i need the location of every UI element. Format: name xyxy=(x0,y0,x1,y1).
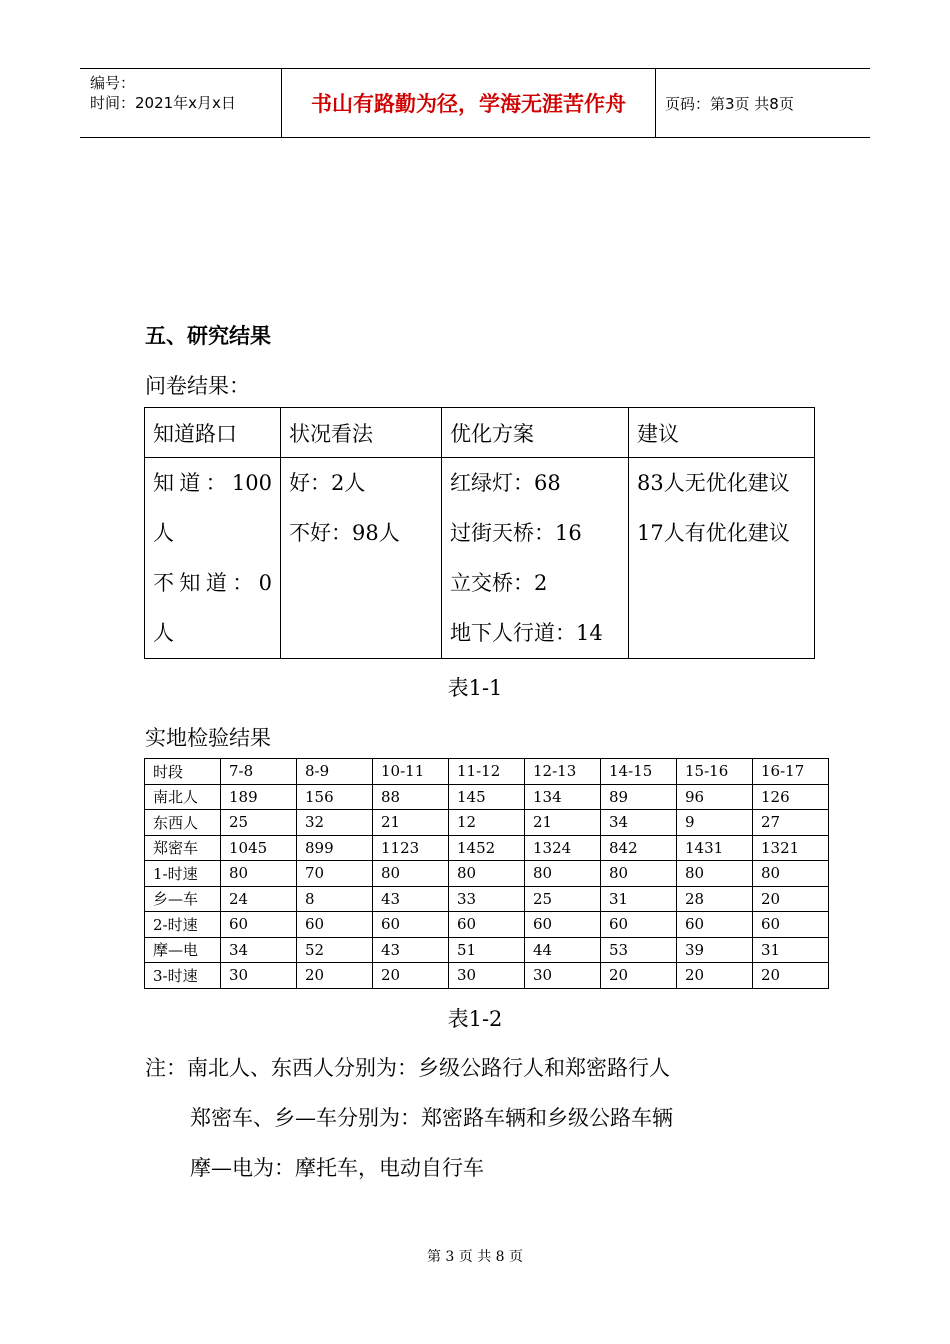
table-cell: 1324 xyxy=(525,835,601,861)
table-cell: 60 xyxy=(449,912,525,938)
char: 道 xyxy=(179,471,201,495)
table-cell: 60 xyxy=(297,912,373,938)
header-motto: 书山有路勤为径，学海无涯苦作舟 xyxy=(281,69,656,137)
note-line-2: 郑密车、乡—车分别为：郑密路车辆和乡级公路车辆 xyxy=(190,1106,673,1130)
table-cell: 89 xyxy=(601,784,677,810)
table-cell: 39 xyxy=(677,937,753,963)
char: 100 xyxy=(231,471,272,495)
table1-cell-suggestion xyxy=(629,458,815,659)
table-cell: 12 xyxy=(449,810,525,836)
table-cell: 51 xyxy=(449,937,525,963)
table-cell: 28 xyxy=(677,886,753,912)
know-line-2: 人 xyxy=(153,521,174,545)
table-cell: 43 xyxy=(373,886,449,912)
char: 知 xyxy=(179,571,201,595)
table-cell: 80 xyxy=(601,861,677,887)
table-cell: 1045 xyxy=(221,835,297,861)
table-cell: 60 xyxy=(601,912,677,938)
plan-line: 红绿灯：68 xyxy=(450,471,561,495)
table-cell: 12-13 xyxy=(525,759,601,785)
table-cell: 20 xyxy=(601,963,677,989)
table-row xyxy=(145,759,829,785)
plan-line: 立交桥：2 xyxy=(450,571,548,595)
table-cell: 15-16 xyxy=(677,759,753,785)
table-cell: 145 xyxy=(449,784,525,810)
opinion-line: 好：2人 xyxy=(289,471,366,495)
page-footer: 第 3 页 共 8 页 xyxy=(426,1249,524,1265)
survey-label: 问卷结果： xyxy=(145,374,250,398)
table1-header: 状况看法 xyxy=(281,408,442,458)
table-cell: 8-9 xyxy=(297,759,373,785)
table-row xyxy=(145,886,829,912)
table-cell: 20 xyxy=(373,963,449,989)
table-cell: 30 xyxy=(449,963,525,989)
table-cell: 1431 xyxy=(677,835,753,861)
table-cell: 7-8 xyxy=(221,759,297,785)
table1-header: 知道路口 xyxy=(145,408,281,458)
table-cell: 44 xyxy=(525,937,601,963)
table-cell: 时段 xyxy=(145,759,221,785)
table-cell: 25 xyxy=(525,886,601,912)
table-cell: 20 xyxy=(297,963,373,989)
table-cell: 20 xyxy=(753,963,829,989)
table-cell: 80 xyxy=(525,861,601,887)
table-cell: 2-时速 xyxy=(145,912,221,938)
table-row xyxy=(145,963,829,989)
table-cell: 80 xyxy=(221,861,297,887)
table-cell: 郑密车 xyxy=(145,835,221,861)
table-cell: 88 xyxy=(373,784,449,810)
table-cell: 70 xyxy=(297,861,373,887)
table-cell: 3-时速 xyxy=(145,963,221,989)
table-cell: 156 xyxy=(297,784,373,810)
table-cell: 27 xyxy=(753,810,829,836)
table-cell: 80 xyxy=(677,861,753,887)
table-cell: 21 xyxy=(525,810,601,836)
table-cell: 16-17 xyxy=(753,759,829,785)
table-cell: 8 xyxy=(297,886,373,912)
table-cell: 1123 xyxy=(373,835,449,861)
table-cell: 842 xyxy=(601,835,677,861)
page-header xyxy=(80,68,870,138)
field-table-body xyxy=(145,759,829,989)
table-row xyxy=(145,861,829,887)
table-cell: 1321 xyxy=(753,835,829,861)
table-cell: 南北人 xyxy=(145,784,221,810)
table-row xyxy=(145,810,829,836)
opinion-line: 不好：98人 xyxy=(289,521,400,545)
table-cell: 32 xyxy=(297,810,373,836)
table-cell: 11-12 xyxy=(449,759,525,785)
table1-cell-plan xyxy=(442,458,629,659)
char: ： xyxy=(232,571,254,595)
table-row xyxy=(145,912,829,938)
table-cell: 53 xyxy=(601,937,677,963)
table-cell: 31 xyxy=(753,937,829,963)
char: 0 xyxy=(258,571,272,595)
table-cell: 899 xyxy=(297,835,373,861)
table1-header: 建议 xyxy=(629,408,815,458)
table-cell: 52 xyxy=(297,937,373,963)
section-title: 五、研究结果 xyxy=(145,324,271,348)
plan-line: 过街天桥：16 xyxy=(450,521,582,545)
table-cell: 14-15 xyxy=(601,759,677,785)
table1-cell-know xyxy=(145,458,281,659)
table-cell: 30 xyxy=(525,963,601,989)
table1-cell-opinion xyxy=(281,458,442,659)
table-cell: 20 xyxy=(753,886,829,912)
number-label: 编号： xyxy=(90,74,136,92)
table-cell: 24 xyxy=(221,886,297,912)
table1-caption: 表1-1 xyxy=(447,676,503,700)
table-cell: 20 xyxy=(677,963,753,989)
table-cell: 31 xyxy=(601,886,677,912)
header-page-info: 页码：第3页 共8页 xyxy=(665,94,794,113)
table-cell: 96 xyxy=(677,784,753,810)
know-line-1 xyxy=(153,458,272,508)
table-cell: 34 xyxy=(221,937,297,963)
note-line-1: 注：南北人、东西人分别为：乡级公路行人和郑密路行人 xyxy=(145,1056,670,1080)
table-row xyxy=(145,784,829,810)
table-cell: 1-时速 xyxy=(145,861,221,887)
table-cell: 1452 xyxy=(449,835,525,861)
table-cell: 25 xyxy=(221,810,297,836)
know-line-3 xyxy=(153,558,272,608)
table-cell: 189 xyxy=(221,784,297,810)
table-cell: 60 xyxy=(525,912,601,938)
suggestion-line: 17人有优化建议 xyxy=(637,521,790,545)
table-cell: 34 xyxy=(601,810,677,836)
field-table xyxy=(144,758,829,989)
table-cell: 60 xyxy=(677,912,753,938)
table-cell: 摩—电 xyxy=(145,937,221,963)
char: ： xyxy=(205,471,227,495)
table-cell: 33 xyxy=(449,886,525,912)
table-cell: 21 xyxy=(373,810,449,836)
table-cell: 9 xyxy=(677,810,753,836)
table-cell: 乡—车 xyxy=(145,886,221,912)
table-row xyxy=(145,835,829,861)
char: 知 xyxy=(153,471,174,495)
note-line-3: 摩—电为：摩托车，电动自行车 xyxy=(190,1156,484,1180)
table-cell: 10-11 xyxy=(373,759,449,785)
table-cell: 30 xyxy=(221,963,297,989)
table-row xyxy=(145,937,829,963)
table-cell: 80 xyxy=(753,861,829,887)
char: 不 xyxy=(153,571,174,595)
table-cell: 126 xyxy=(753,784,829,810)
table-cell: 80 xyxy=(449,861,525,887)
table-cell: 东西人 xyxy=(145,810,221,836)
table-cell: 60 xyxy=(753,912,829,938)
table-cell: 60 xyxy=(221,912,297,938)
header-meta xyxy=(80,69,280,137)
table-cell: 80 xyxy=(373,861,449,887)
survey-table xyxy=(144,407,815,659)
field-label: 实地检验结果 xyxy=(145,726,271,750)
table-cell: 134 xyxy=(525,784,601,810)
suggestion-line: 83人无优化建议 xyxy=(637,471,790,495)
know-line-4: 人 xyxy=(153,621,174,645)
table-cell: 43 xyxy=(373,937,449,963)
time-label: 时间：2021年x月x日 xyxy=(90,94,236,112)
table2-caption: 表1-2 xyxy=(447,1007,503,1031)
table-cell: 60 xyxy=(373,912,449,938)
char: 道 xyxy=(205,571,227,595)
table1-header: 优化方案 xyxy=(442,408,629,458)
plan-line: 地下人行道：14 xyxy=(450,621,603,645)
